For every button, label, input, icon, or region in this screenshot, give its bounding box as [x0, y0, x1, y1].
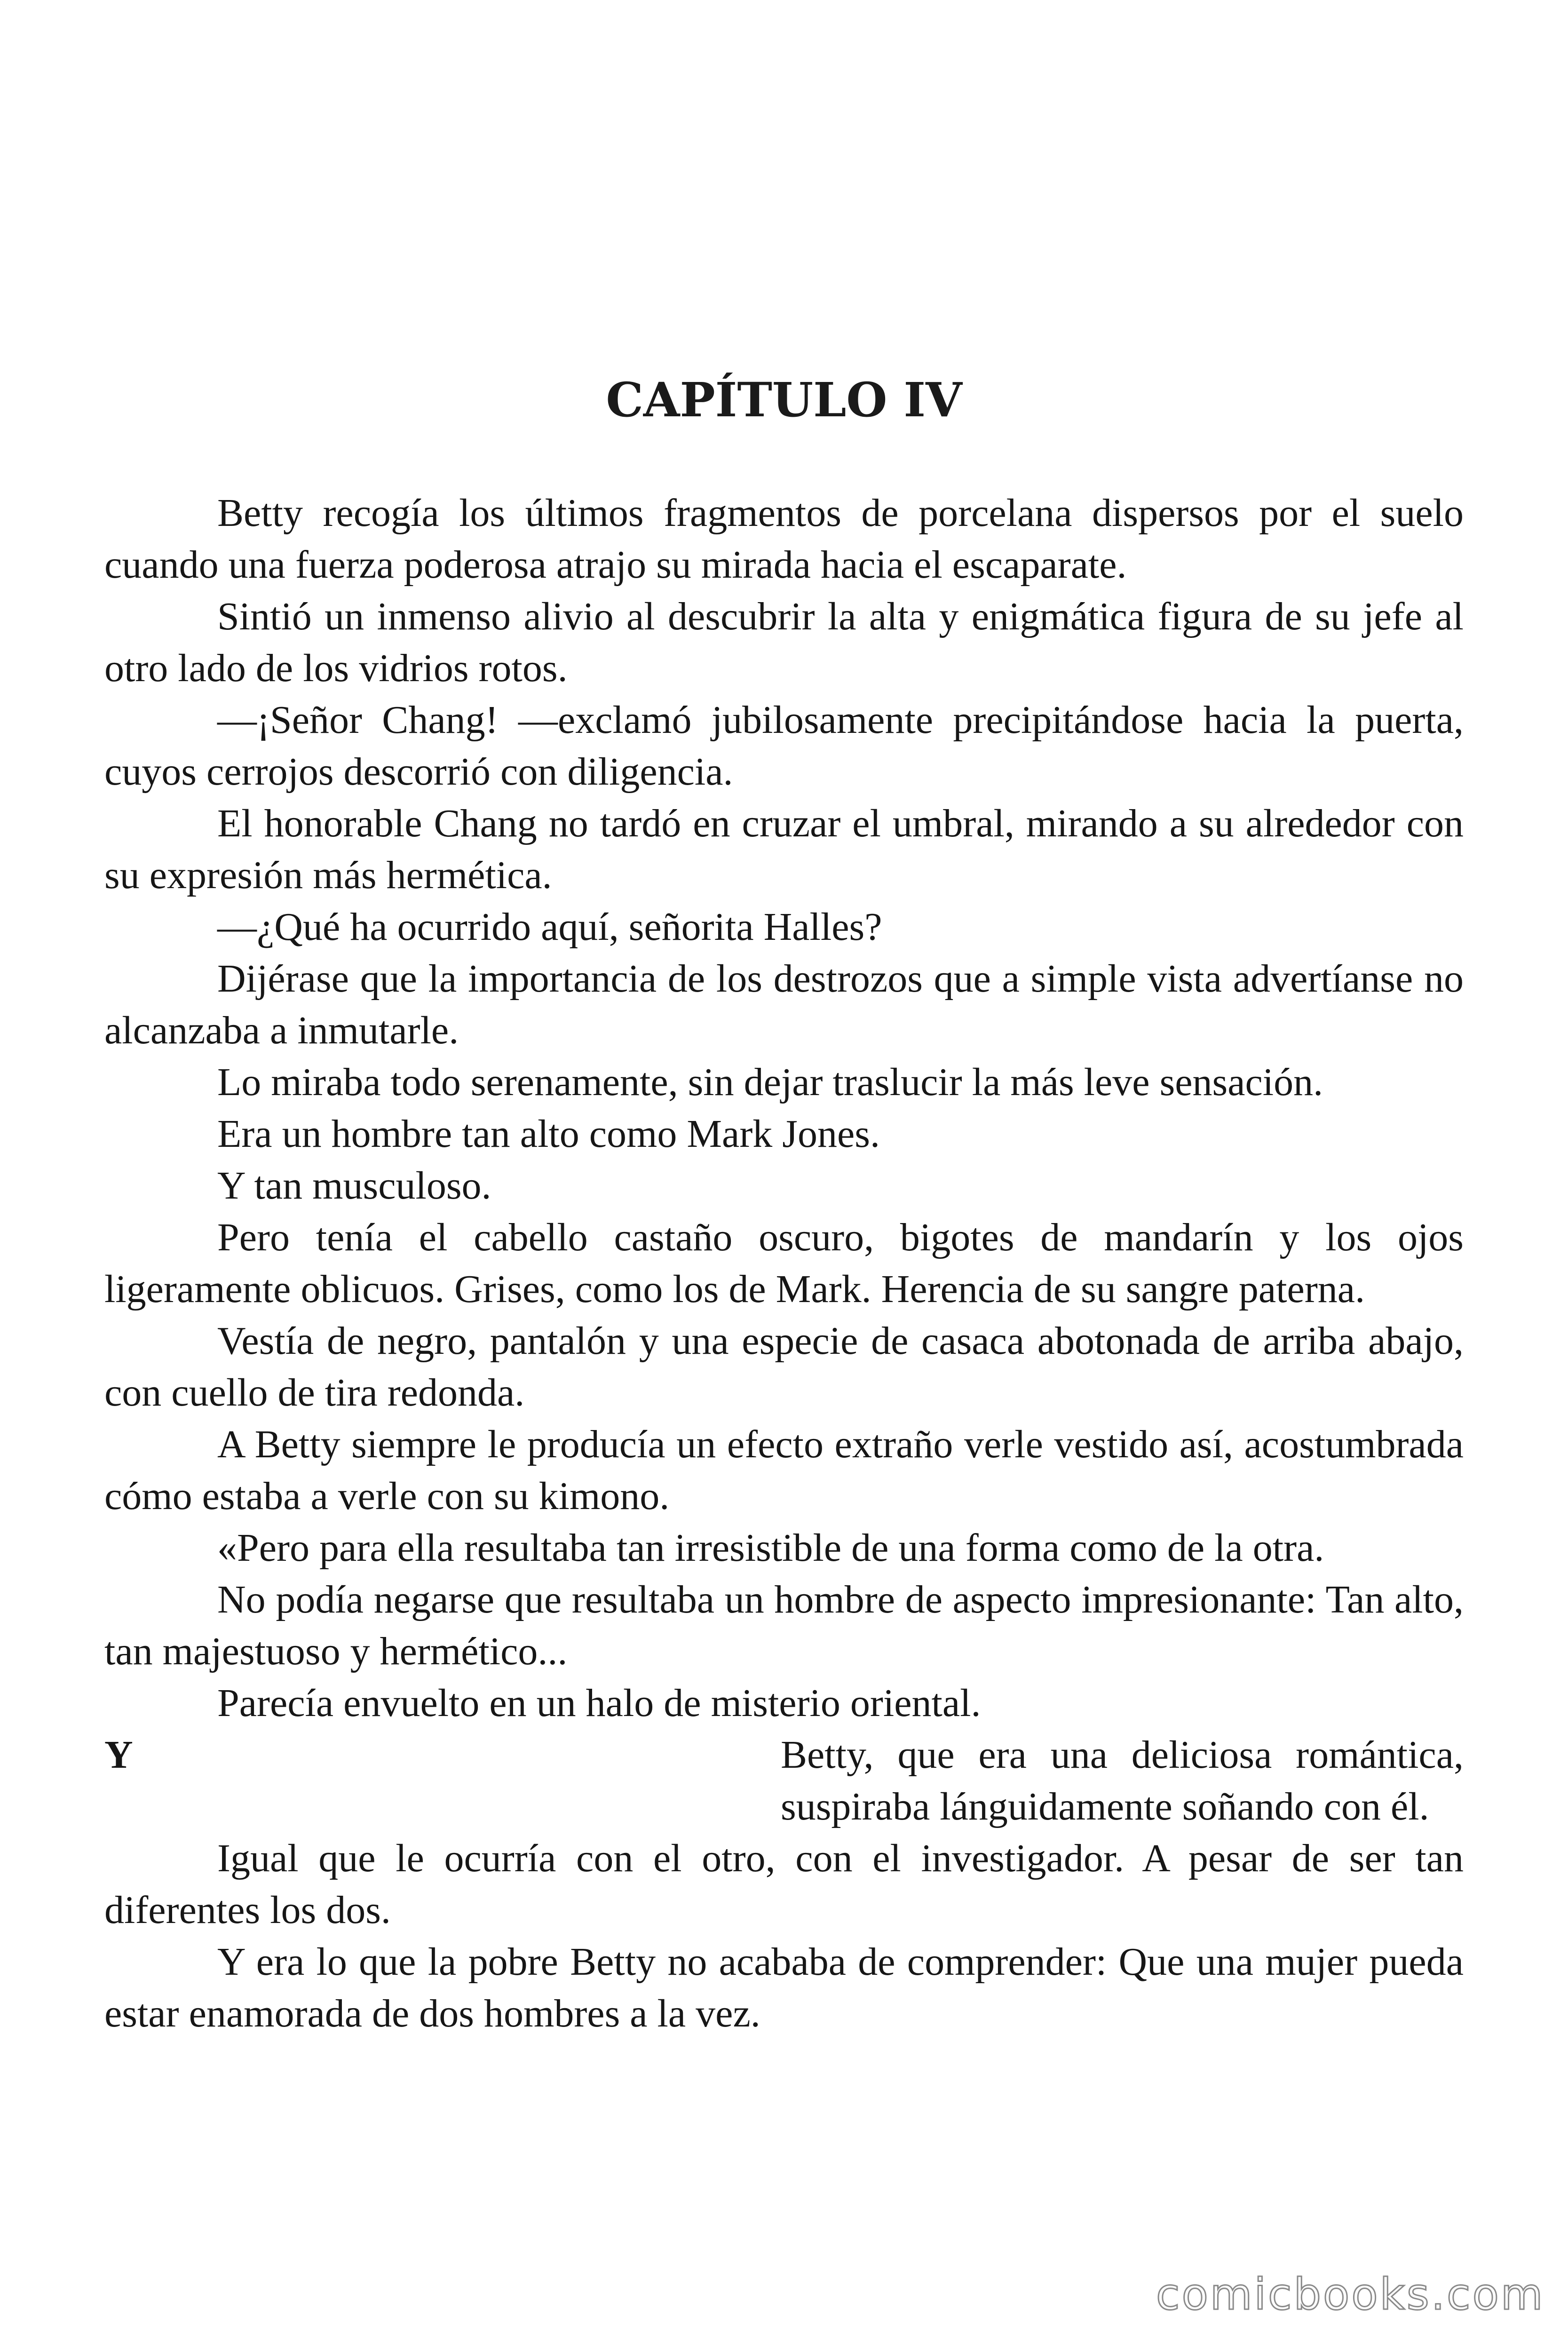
watermark: comicbooks.com	[1156, 2269, 1545, 2320]
paragraph: Vestía de negro, pantalón y una especie de casaca abotonada de arriba abajo, con cuello de tira redonda.	[104, 1319, 1464, 1414]
paragraph: Lo miraba todo serenamente, sin dejar traslucir la más leve sensación.	[217, 1060, 1323, 1104]
split-paragraph-lead: Y	[104, 1733, 133, 1777]
paragraph: No podía negarse que resultaba un hombre de aspecto impresionante: Tan alto, tan majestuoso y hermético...	[104, 1578, 1464, 1673]
paragraph: Dijérase que la importancia de los destrozos que a simple vista advertíanse no alcanzaba a inmutarle.	[104, 957, 1464, 1052]
paragraph: Parecía envuelto en un halo de misterio oriental.	[217, 1681, 981, 1725]
paragraph: Y era lo que la pobre Betty no acababa de comprender: Que una mujer pueda estar enamorada de dos hombres a la vez.	[104, 1940, 1464, 2035]
paragraph: —¡Señor Chang! —exclamó jubilosamente precipitándose hacia la puerta, cuyos cerrojos descorrió con diligencia.	[104, 698, 1464, 794]
split-paragraph	[104, 1729, 1464, 1833]
paragraph: Y tan musculoso.	[217, 1164, 491, 1208]
paragraph: Igual que le ocurría con el otro, con el investigador. A pesar de ser tan diferentes los dos.	[104, 1836, 1464, 1932]
paragraph: Betty recogía los últimos fragmentos de porcelana dispersos por el suelo cuando una fuerza poderosa atrajo su mirada hacia el escaparate.	[104, 491, 1464, 587]
chapter-title: CAPÍTULO IV	[606, 372, 962, 428]
paragraph: —¿Qué ha ocurrido aquí, señorita Halles?	[217, 905, 882, 949]
paragraph: Era un hombre tan alto como Mark Jones.	[217, 1112, 880, 1156]
paragraph: El honorable Chang no tardó en cruzar el umbral, mirando a su alrededor con su expresión más hermética.	[104, 802, 1464, 897]
paragraph: Pero tenía el cabello castaño oscuro, bigotes de mandarín y los ojos ligeramente oblicuos. Grises, como los de Mark. Herencia de su sangre paterna.	[104, 1216, 1464, 1311]
paragraph: A Betty siempre le producía un efecto extraño verle vestido así, acostumbrada cómo estaba a verle con su kimono.	[104, 1422, 1464, 1518]
chapter-body	[104, 487, 1464, 2040]
split-paragraph-text: Betty, que era una deliciosa romántica, suspiraba lánguidamente soñando con él.	[781, 1733, 1464, 1828]
paragraph: «Pero para ella resultaba tan irresistible de una forma como de la otra.	[217, 1526, 1324, 1570]
paragraph: Sintió un inmenso alivio al descubrir la alta y enigmática figura de su jefe al otro lado de los vidrios rotos.	[104, 595, 1464, 690]
